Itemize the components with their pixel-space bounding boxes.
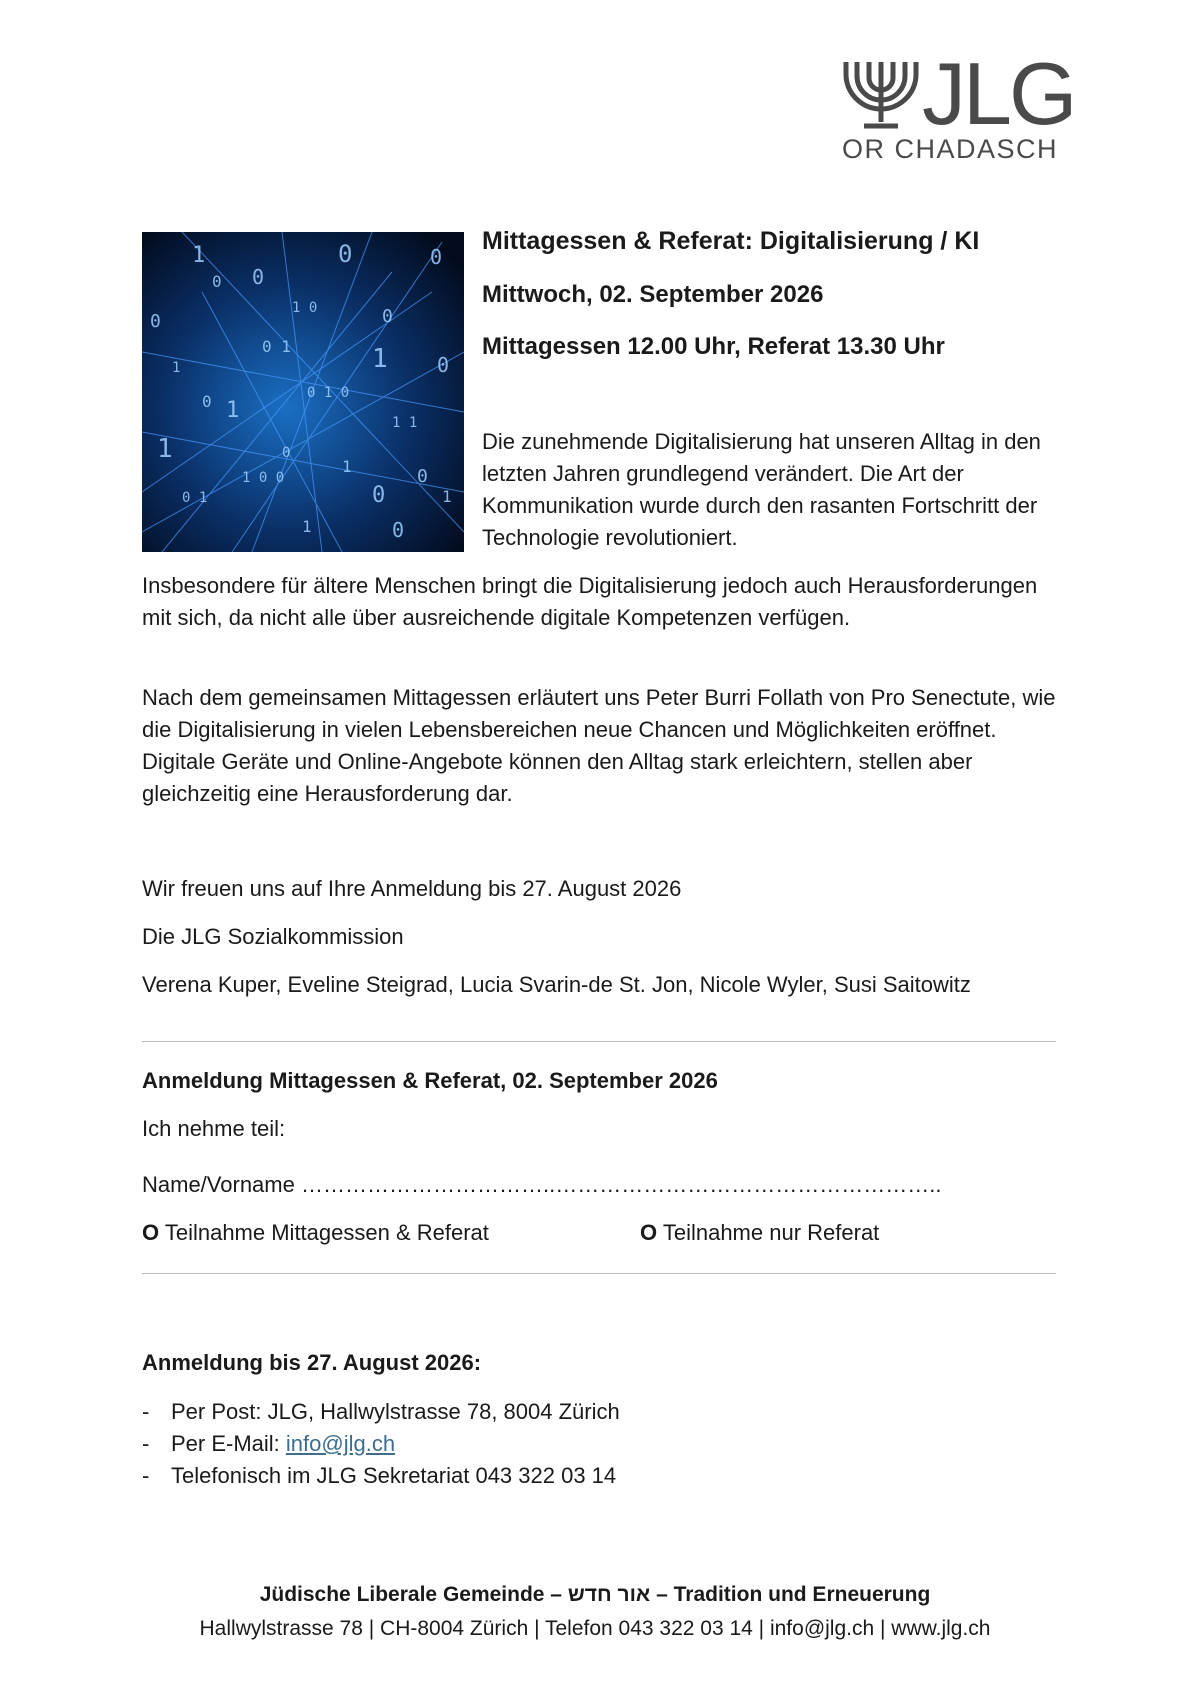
divider-bottom	[142, 1273, 1056, 1274]
svg-text:1: 1	[342, 457, 352, 476]
svg-text:0: 0	[372, 483, 386, 508]
option-talk-only[interactable]	[640, 1220, 879, 1246]
svg-text:1: 1	[372, 344, 388, 374]
paragraph-speaker: Nach dem gemeinsamen Mittagessen erläutert uns Peter Burri Follath von Pro Senectute, wie die Digitalisierung in vielen Lebensbereichen neue Chancen und Möglichkeiten eröffnet. Digitale Geräte und Online-Angebote können den Alltag stark erleichtern, stellen aber gleichzeitig eine Herausforderung dar.	[142, 685, 1056, 806]
svg-text:0: 0	[430, 245, 443, 269]
svg-text:0 1 0: 0 1 0	[307, 385, 350, 401]
svg-text:1: 1	[442, 487, 452, 506]
name-field[interactable]	[142, 1172, 941, 1198]
svg-text:0 1: 0 1	[182, 490, 208, 506]
svg-text:0: 0	[150, 311, 161, 332]
paragraph-seniors: Insbesondere für ältere Menschen bringt die Digitalisierung jedoch auch Herausforderungen mit sich, da nicht alle über ausreichende digitale Kompetenzen verfügen.	[142, 573, 1038, 630]
name-dots: ……………………………..……………………………………………..	[300, 1172, 942, 1197]
option-lunch-and-talk[interactable]	[142, 1220, 489, 1246]
svg-text:1 0: 1 0	[292, 300, 318, 316]
intro-paragraph: Die zunehmende Digitalisierung hat unseren Alltag in den letzten Jahren grundlegend verändert. Die Art der Kommunikation wurde durch den rasanten Fortschritt der Technologie revolutioniert.	[482, 429, 1041, 550]
option-lunch-and-talk-label: Teilnahme Mittagessen & Referat	[164, 1220, 489, 1245]
digital-binary-image	[142, 232, 464, 552]
list-item: - Telefonisch im JLG Sekretariat 043 322 03 14	[142, 1460, 620, 1492]
option-talk-only-label: Teilnahme nur Referat	[662, 1220, 880, 1245]
svg-text:1: 1	[172, 360, 181, 376]
registration-list	[142, 1396, 620, 1492]
participate-label: Ich nehme teil:	[142, 1116, 286, 1141]
form-heading: Anmeldung Mittagessen & Referat, 02. September 2026	[142, 1068, 718, 1093]
event-time: Mittagessen 12.00 Uhr, Referat 13.30 Uhr	[482, 333, 945, 360]
svg-text:1: 1	[302, 517, 312, 536]
footer-tagline: Jüdische Liberale Gemeinde – אור חדש – Tradition und Erneuerung	[259, 1583, 931, 1606]
event-title: Mittagessen & Referat: Digitalisierung / KI	[482, 227, 980, 255]
svg-text:0: 0	[282, 445, 291, 461]
svg-text:0: 0	[338, 240, 353, 268]
list-item: - Per Post: JLG, Hallwylstrasse 78, 8004 Zürich	[142, 1396, 620, 1428]
divider-top	[142, 1041, 1056, 1042]
svg-text:1: 1	[226, 398, 240, 423]
option-marker: O	[640, 1220, 658, 1245]
event-date: Mittwoch, 02. September 2026	[482, 281, 824, 308]
committee-members: Verena Kuper, Eveline Steigrad, Lucia Svarin-de St. Jon, Nicole Wyler, Susi Saitowitz	[142, 972, 971, 997]
option-marker: O	[142, 1220, 160, 1245]
name-label: Name/Vorname	[142, 1172, 295, 1197]
svg-text:0 1: 0 1	[262, 337, 291, 356]
logo-subtitle: OR CHADASCH	[842, 134, 1059, 164]
svg-text:0: 0	[212, 272, 222, 291]
registration-post: Per Post: JLG, Hallwylstrasse 78, 8004 Zürich	[171, 1399, 620, 1424]
svg-text:1: 1	[192, 243, 206, 268]
menorah-icon	[842, 60, 920, 134]
closing-line: Wir freuen uns auf Ihre Anmeldung bis 27. August 2026	[142, 876, 682, 901]
svg-text:1 1: 1 1	[392, 415, 418, 431]
svg-text:0: 0	[392, 518, 405, 542]
logo-brand: JLG	[922, 44, 1075, 143]
list-item: - Per E-Mail: info@jlg.ch	[142, 1428, 620, 1460]
svg-text:1: 1	[157, 434, 173, 464]
registration-email-prefix: Per E-Mail:	[171, 1431, 286, 1456]
svg-text:0: 0	[202, 392, 212, 411]
svg-text:0: 0	[437, 353, 450, 377]
svg-text:1 0 0: 1 0 0	[242, 470, 285, 486]
svg-text:0: 0	[252, 265, 265, 289]
registration-phone: Telefonisch im JLG Sekretariat 043 322 03 14	[171, 1463, 617, 1488]
registration-heading: Anmeldung bis 27. August 2026:	[142, 1350, 482, 1375]
svg-text:0: 0	[417, 466, 428, 487]
svg-text:0: 0	[382, 306, 393, 327]
committee-name: Die JLG Sozialkommission	[142, 924, 404, 949]
jlg-logo	[842, 44, 1075, 168]
footer-contact: Hallwylstrasse 78 | CH-8004 Zürich | Telefon 043 322 03 14 | info@jlg.ch | www.jlg.ch	[199, 1617, 991, 1640]
email-link[interactable]: info@jlg.ch	[285, 1431, 396, 1456]
